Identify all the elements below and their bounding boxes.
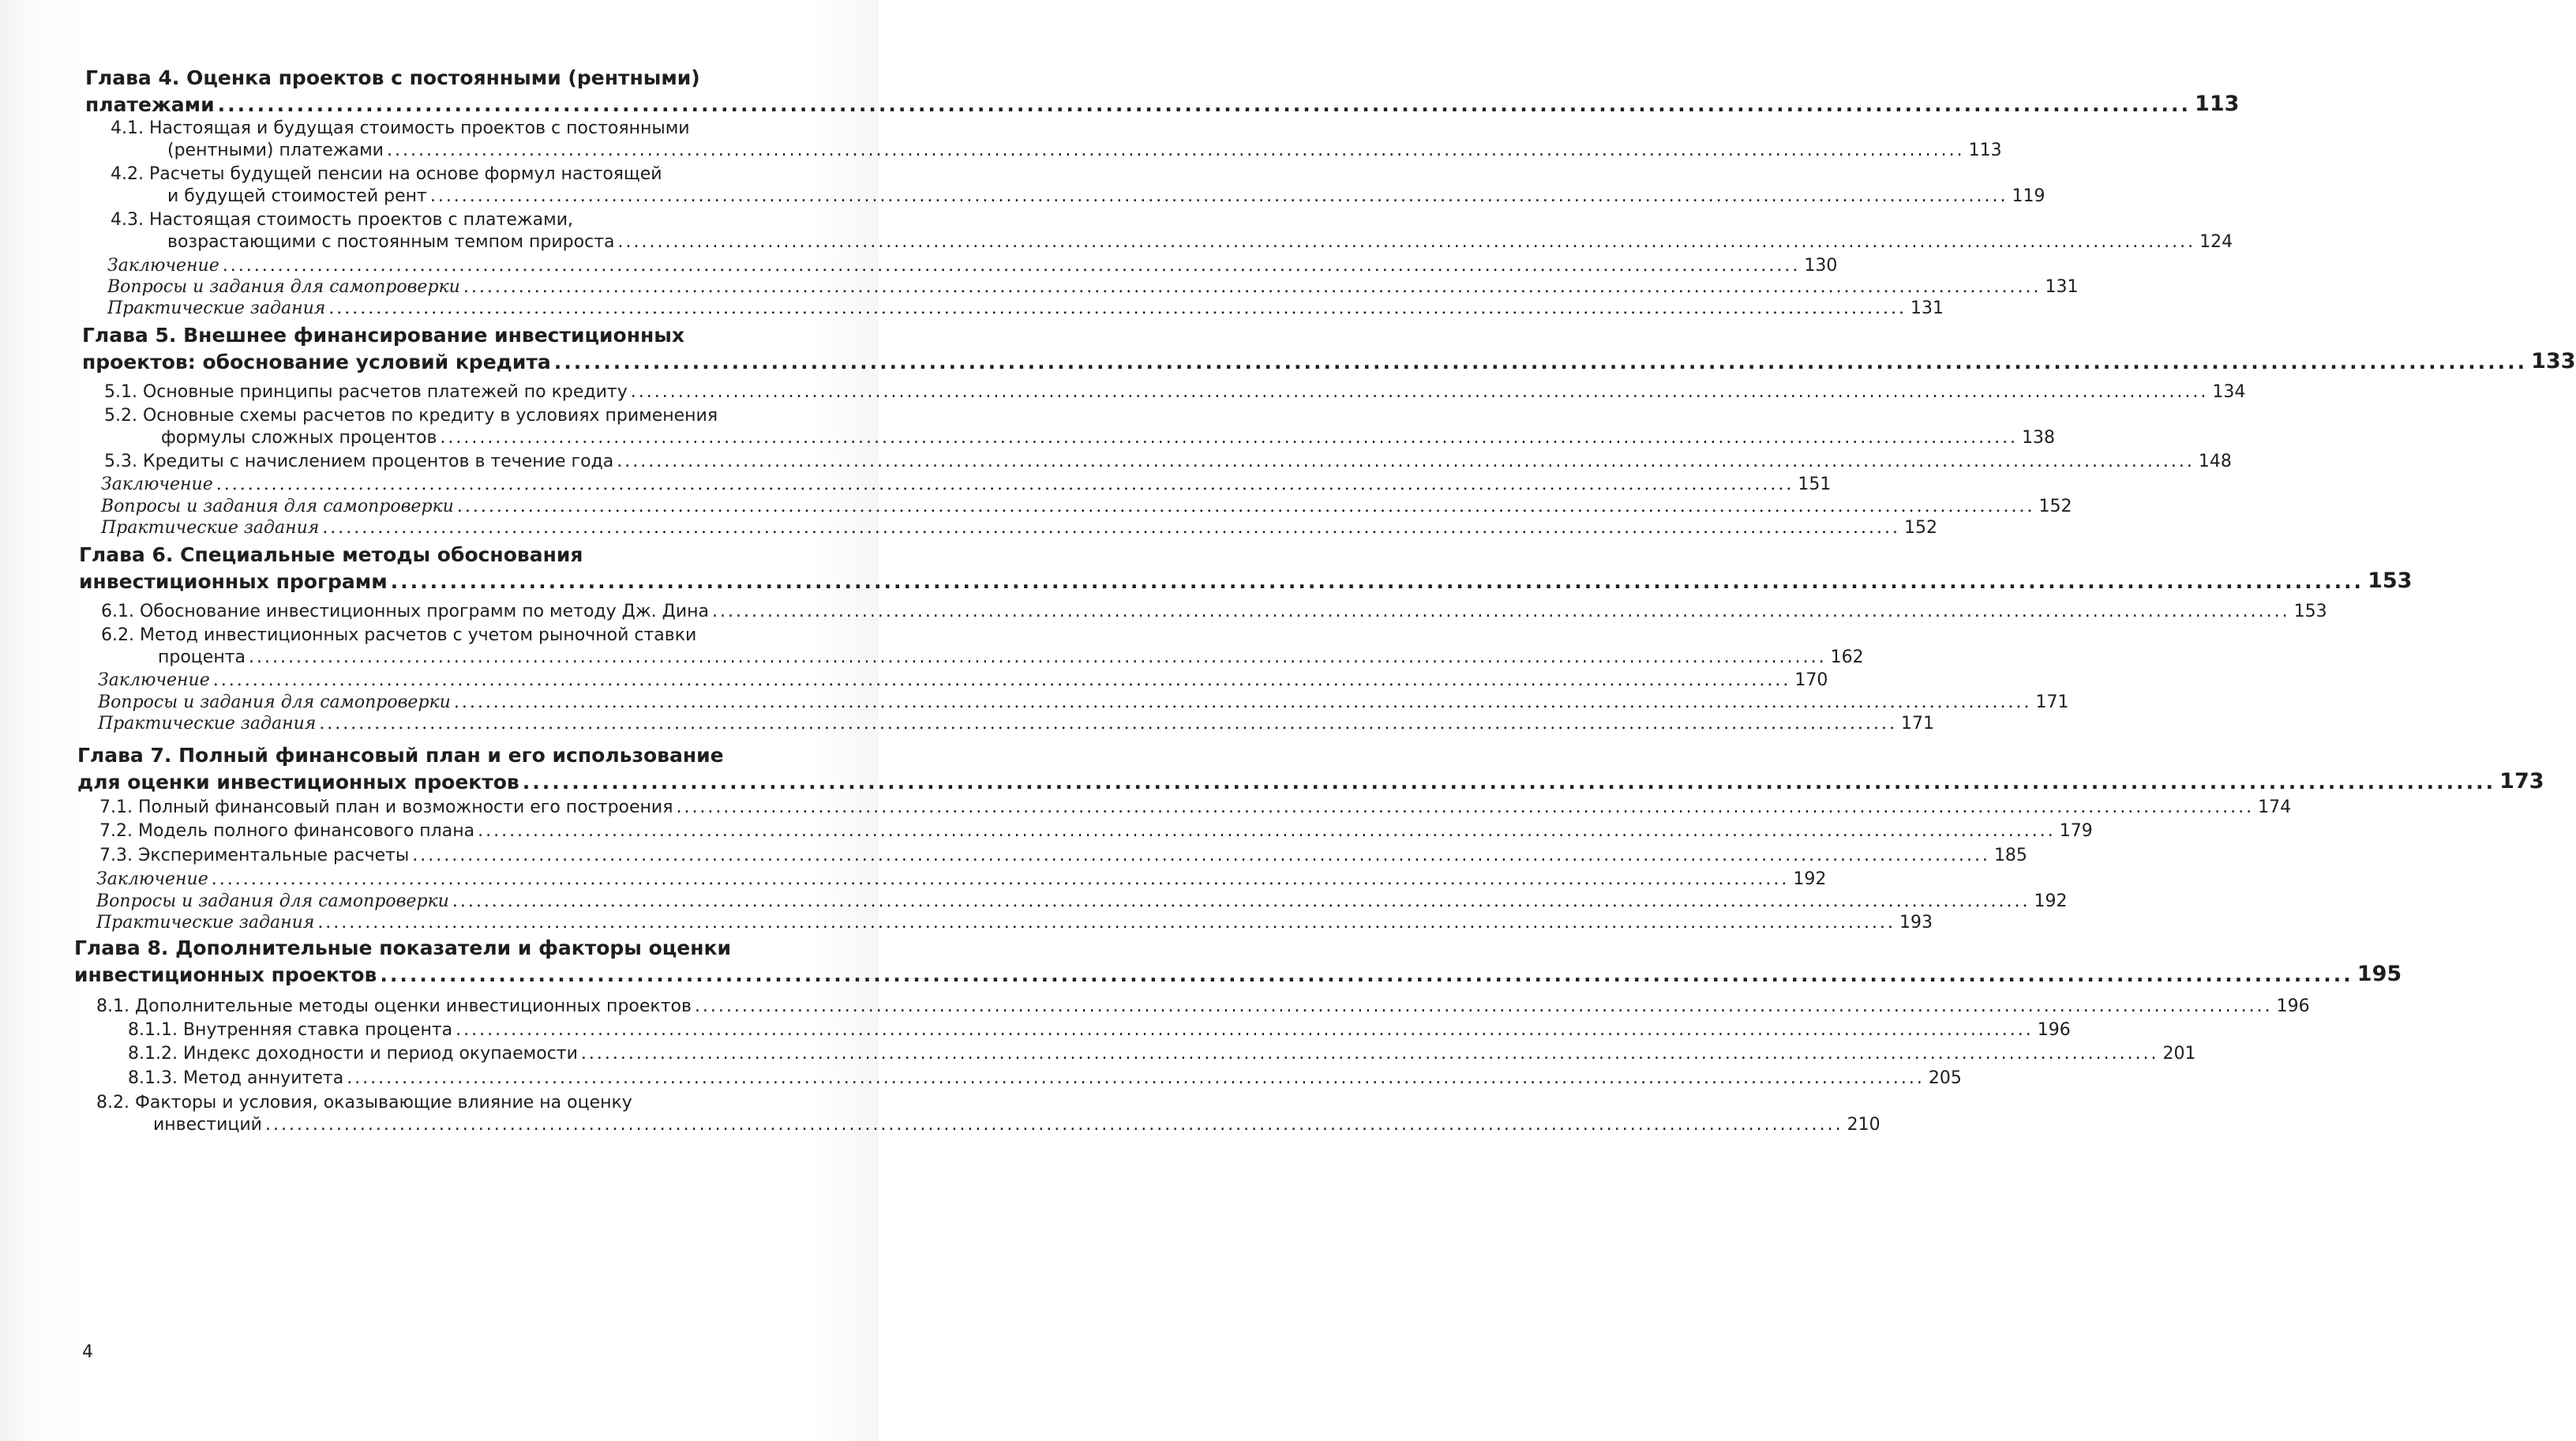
section-entry[interactable] [128, 1020, 2071, 1040]
section-page-number: 174 [2258, 797, 2292, 817]
section-page-number: 134 [2212, 382, 2246, 402]
backmatter-entry[interactable] [96, 891, 2068, 911]
section-title: 6.2. Метод инвестиционных расчетов с учетом рыночной ставки [101, 625, 697, 645]
backmatter-entry[interactable] [96, 869, 1827, 889]
chapter-title-continued: для оценки инвестиционных проектов [77, 771, 519, 794]
dot-leader: ........................................................................................................................................................................................................ [452, 891, 2030, 911]
backmatter-page-number: 152 [2038, 497, 2072, 516]
section-entry[interactable] [104, 382, 2246, 402]
backmatter-page-number: 192 [1793, 869, 1827, 889]
backmatter-entry[interactable] [98, 714, 1934, 734]
chapter-title: Глава 6. Специальные методы обоснования [79, 543, 583, 566]
section-entry[interactable] [99, 846, 2027, 865]
section-page-number: 113 [1968, 141, 2002, 160]
section-entry[interactable] [101, 602, 2327, 621]
section-entry[interactable] [99, 821, 2093, 841]
chapter-page-number: 195 [2357, 962, 2402, 986]
backmatter-title: Практические задания [96, 913, 315, 933]
dot-leader: ........................................................................................................................................................................................................ [412, 846, 1990, 865]
backmatter-entry[interactable] [107, 298, 1944, 318]
backmatter-page-number: 170 [1794, 670, 1828, 690]
dot-leader: ........................................................................................................................................................................................................ [328, 298, 1907, 318]
chapter-page-number: 153 [2368, 569, 2413, 593]
chapter-entry[interactable] [77, 769, 2544, 794]
backmatter-entry[interactable] [96, 913, 1933, 933]
section-page-number: 153 [2293, 602, 2327, 621]
section-page-number: 210 [1847, 1115, 1880, 1135]
chapter-entry[interactable] [74, 962, 2402, 986]
backmatter-title: Вопросы и задания для самопроверки [107, 277, 460, 297]
section-title-continued: формулы сложных процентов [161, 428, 437, 448]
dot-leader: ........................................................................................................................................................................................................ [712, 602, 2290, 621]
dot-leader: ........................................................................................................................................................................................................ [249, 647, 1827, 667]
section-entry[interactable] [153, 1115, 1880, 1135]
backmatter-entry[interactable] [107, 277, 2079, 297]
backmatter-entry[interactable] [101, 497, 2072, 516]
dot-leader: ........................................................................................................................................................................................................ [211, 869, 1790, 889]
backmatter-page-number: 130 [1804, 256, 1838, 276]
section-entry[interactable] [158, 647, 1864, 667]
section-page-number: 124 [2199, 232, 2233, 252]
backmatter-page-number: 152 [1903, 518, 1937, 538]
dot-leader: ........................................................................................................................................................................................................ [456, 497, 2035, 516]
section-page-number: 196 [2276, 996, 2310, 1016]
chapter-title-continued: платежами [85, 93, 215, 116]
section-title: 7.3. Экспериментальные расчеты [99, 846, 410, 865]
dot-leader: ........................................................................................................................................................................................................ [580, 1044, 2159, 1064]
section-title: 4.1. Настоящая и будущая стоимость проектов с постоянными [111, 118, 690, 138]
backmatter-entry[interactable] [98, 670, 1828, 690]
backmatter-page-number: 171 [2035, 692, 2069, 712]
chapter-title-continued: инвестиционных проектов [74, 963, 377, 986]
section-entry[interactable] [104, 452, 2232, 471]
backmatter-page-number: 131 [2045, 277, 2079, 297]
section-page-number: 162 [1830, 647, 1864, 667]
dot-leader: ........................................................................................................................................................................................................ [317, 913, 1895, 933]
chapter-title: Глава 4. Оценка проектов с постоянными (рентными) [85, 66, 700, 89]
dot-leader: ........................................................................................................................................................................................................ [212, 670, 1791, 690]
dot-leader: ........................................................................................................................................................................................................ [676, 797, 2255, 817]
section-title-continued: (рентными) платежами [167, 141, 384, 160]
dot-leader: ........................................................................................................................................................................................................ [553, 351, 2528, 373]
section-page-number: 138 [2022, 428, 2056, 448]
chapter-page-number: 133 [2531, 349, 2576, 373]
dot-leader: ........................................................................................................................................................................................................ [522, 771, 2496, 794]
section-title-continued: инвестиций [153, 1115, 262, 1135]
chapter-title: Глава 5. Внешнее финансирование инвестиционных [82, 324, 685, 347]
dot-leader: ........................................................................................................................................................................................................ [322, 518, 1900, 538]
chapter-entry[interactable] [85, 92, 2240, 116]
chapter-entry[interactable] [82, 349, 2576, 373]
chapter-entry[interactable] [79, 569, 2413, 593]
section-title: 5.2. Основные схемы расчетов по кредиту в условиях применения [104, 406, 718, 426]
backmatter-title: Практические задания [101, 518, 320, 538]
dot-leader: ........................................................................................................................................................................................................ [264, 1115, 1843, 1135]
dot-leader: ........................................................................................................................................................................................................ [453, 692, 2032, 712]
section-title: 4.3. Настоящая стоимость проектов с платежами, [111, 210, 574, 230]
section-title: 8.1.1. Внутренняя ставка процента [128, 1020, 453, 1040]
backmatter-title: Вопросы и задания для самопроверки [96, 891, 449, 911]
backmatter-page-number: 192 [2034, 891, 2068, 911]
section-entry[interactable] [167, 141, 2002, 160]
chapter-title-continued: проектов: обоснование условий кредита [82, 351, 551, 373]
section-title: 7.2. Модель полного финансового плана [99, 821, 475, 841]
chapter-title: Глава 8. Дополнительные показатели и факторы оценки [74, 936, 732, 959]
section-title: 5.3. Кредиты с начислением процентов в течение года [104, 452, 614, 471]
backmatter-title: Вопросы и задания для самопроверки [101, 497, 454, 516]
section-entry[interactable] [128, 1068, 1962, 1088]
backmatter-title: Заключение [107, 256, 219, 276]
dot-leader: ........................................................................................................................................................................................................ [390, 570, 2364, 593]
section-page-number: 201 [2162, 1044, 2196, 1064]
section-page-number: 119 [2012, 186, 2045, 206]
section-title: 8.1.2. Индекс доходности и период окупаемости [128, 1044, 578, 1064]
section-entry[interactable] [161, 428, 2056, 448]
backmatter-title: Заключение [98, 670, 210, 690]
dot-leader: ........................................................................................................................................................................................................ [630, 382, 2209, 402]
section-title: 6.1. Обоснование инвестиционных программ по методу Дж. Дина [101, 602, 709, 621]
dot-leader: ........................................................................................................................................................................................................ [694, 996, 2273, 1016]
backmatter-entry[interactable] [101, 518, 1937, 538]
section-title-continued: возрастающими с постоянным темпом прироста [167, 232, 615, 252]
section-entry[interactable] [96, 996, 2310, 1016]
backmatter-page-number: 171 [1900, 714, 1934, 734]
backmatter-title: Заключение [101, 475, 213, 494]
dot-leader: ........................................................................................................................................................................................................ [478, 821, 2056, 841]
dot-leader: ........................................................................................................................................................................................................ [386, 141, 1965, 160]
dot-leader: ........................................................................................................................................................................................................ [456, 1020, 2034, 1040]
section-title: 8.2. Факторы и условия, оказывающие влияние на оценку [96, 1093, 632, 1113]
dot-leader: ........................................................................................................................................................................................................ [380, 963, 2353, 986]
backmatter-page-number: 131 [1910, 298, 1944, 318]
section-title: 7.1. Полный финансовый план и возможности его построения [99, 797, 673, 817]
section-title-continued: и будущей стоимостей рент [167, 186, 427, 206]
backmatter-title: Заключение [96, 869, 208, 889]
backmatter-page-number: 193 [1899, 913, 1933, 933]
dot-leader: ........................................................................................................................................................................................................ [617, 232, 2196, 252]
dot-leader: ........................................................................................................................................................................................................ [319, 714, 1897, 734]
section-page-number: 148 [2198, 452, 2232, 471]
dot-leader: ........................................................................................................................................................................................................ [617, 452, 2195, 471]
backmatter-entry[interactable] [98, 692, 2069, 712]
backmatter-title: Вопросы и задания для самопроверки [98, 692, 451, 712]
dot-leader: ........................................................................................................................................................................................................ [217, 93, 2192, 116]
dot-leader: ........................................................................................................................................................................................................ [216, 475, 1794, 494]
chapter-title: Глава 7. Полный финансовый план и его использование [77, 744, 724, 767]
dot-leader: ........................................................................................................................................................................................................ [429, 186, 2008, 206]
backmatter-title: Практические задания [98, 714, 317, 734]
section-page-number: 196 [2037, 1020, 2071, 1040]
backmatter-title: Практические задания [107, 298, 326, 318]
section-entry[interactable] [167, 186, 2045, 206]
section-title: 8.1.3. Метод аннуитета [128, 1068, 344, 1088]
section-title: 4.2. Расчеты будущей пенсии на основе формул настоящей [111, 164, 662, 184]
page-number: 4 [82, 1342, 93, 1362]
backmatter-page-number: 151 [1798, 475, 1832, 494]
section-page-number: 179 [2059, 821, 2093, 841]
dot-leader: ........................................................................................................................................................................................................ [440, 428, 2019, 448]
dot-leader: ........................................................................................................................................................................................................ [222, 256, 1801, 276]
section-entry[interactable] [167, 232, 2233, 252]
section-entry[interactable] [99, 797, 2292, 817]
chapter-page-number: 173 [2499, 769, 2544, 794]
dot-leader: ........................................................................................................................................................................................................ [347, 1068, 1925, 1088]
section-title: 5.1. Основные принципы расчетов платежей по кредиту [104, 382, 628, 402]
backmatter-entry[interactable] [107, 256, 1838, 276]
backmatter-entry[interactable] [101, 475, 1832, 494]
section-title: 8.1. Дополнительные методы оценки инвестиционных проектов [96, 996, 692, 1016]
section-entry[interactable] [128, 1044, 2196, 1064]
section-page-number: 205 [1928, 1068, 1962, 1088]
dot-leader: ........................................................................................................................................................................................................ [463, 277, 2042, 297]
section-title-continued: процента [158, 647, 246, 667]
chapter-title-continued: инвестиционных программ [79, 570, 388, 593]
chapter-page-number: 113 [2195, 92, 2240, 116]
section-page-number: 185 [1993, 846, 2027, 865]
